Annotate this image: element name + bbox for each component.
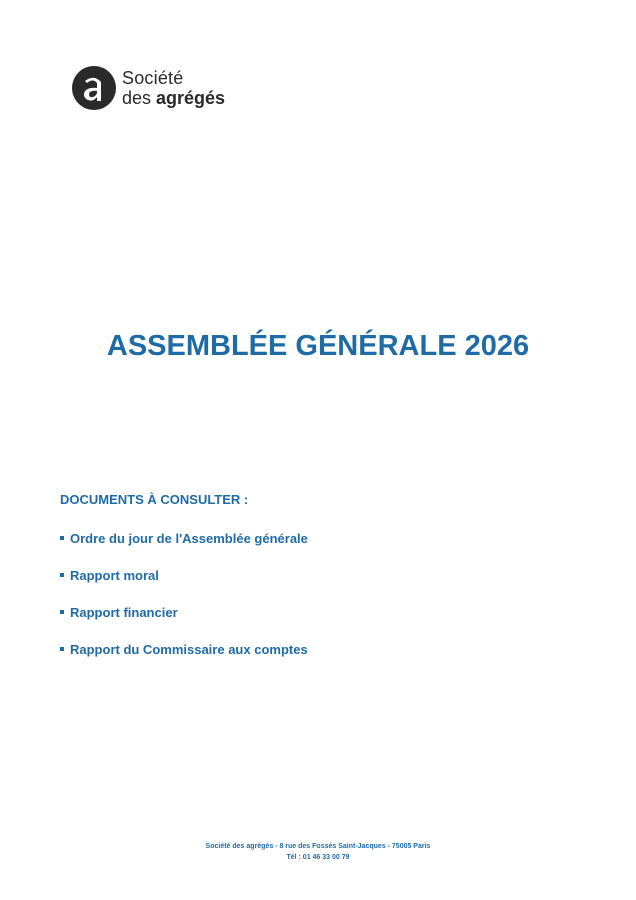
logo-line-2-bold: agrégés xyxy=(156,88,226,108)
square-bullet-icon xyxy=(60,573,64,577)
footer-address: Société des agrégés - 8 rue des Fossés Saint-Jacques - 75005 Paris xyxy=(205,843,431,850)
square-bullet-icon xyxy=(60,536,64,540)
document-item-label: Ordre du jour de l'Assemblée générale xyxy=(70,530,308,546)
document-item-rapport-moral xyxy=(60,566,308,584)
page-title: ASSEMBLÉE GÉNÉRALE 2026 xyxy=(106,330,530,362)
logo-line-2 xyxy=(122,89,225,107)
logo-line-2-prefix: des xyxy=(122,88,157,108)
page-footer xyxy=(0,841,636,863)
document-item-rapport-commissaire xyxy=(60,640,308,658)
documents-section xyxy=(60,492,308,677)
square-bullet-icon xyxy=(60,647,64,651)
document-item-label: Rapport du Commissaire aux comptes xyxy=(70,641,308,657)
society-a-logo-icon xyxy=(72,66,116,110)
footer-phone: Tél : 01 46 33 00 79 xyxy=(286,854,350,861)
documents-list xyxy=(60,529,308,658)
logo xyxy=(72,66,225,110)
document-item-label: Rapport financier xyxy=(70,604,178,620)
logo-wordmark xyxy=(122,69,225,107)
document-item-ordre-du-jour xyxy=(60,529,308,547)
logo-line-1: Société xyxy=(122,68,184,88)
square-bullet-icon xyxy=(60,610,64,614)
document-item-label: Rapport moral xyxy=(70,567,159,583)
documents-heading: DOCUMENTS À CONSULTER : xyxy=(60,492,249,507)
document-item-rapport-financier xyxy=(60,603,308,621)
